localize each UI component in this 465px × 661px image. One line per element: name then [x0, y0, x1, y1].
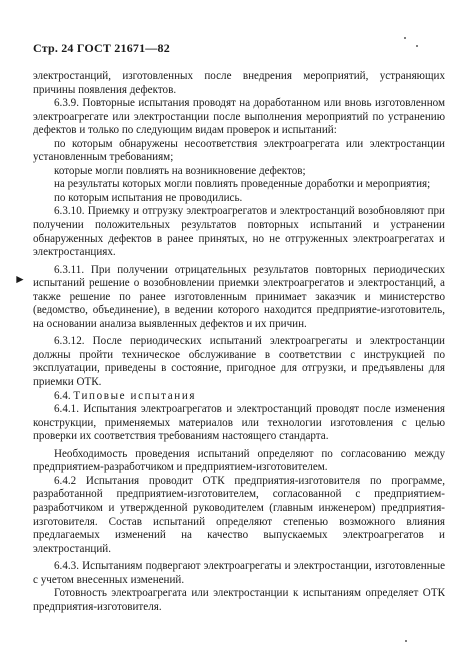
scan-speck — [404, 37, 406, 39]
paragraph-6-3-9: 6.3.9. Повторные испытания проводят на доработанном или вновь изготовленном электроагрегате или электростанции после выполнения мероприятий по устранению дефектов и только по следующим видам проверок и испытаний: — [33, 97, 445, 137]
paragraph-6-3-10: 6.3.10. Приемку и отгрузку электроагрегатов и электростанций возобновляют при получении положительных результатов повторных испытаний и устранении обнаруженных дефектов в ранее принятых, но не отгруженных электроагрегатах и электростанциях. — [33, 205, 445, 259]
section-title: Типовые испытания — [73, 389, 197, 402]
paragraph-6-4-1: 6.4.1. Испытания электроагрегатов и электростанций проводят после изменения конструкции, применяемых материалов или технологии изготовления с целью проверки их соответствия требованиям настоящего стандарта. — [33, 403, 445, 443]
scan-speck — [405, 640, 407, 642]
paragraph-6-4-3: 6.4.3. Испытаниям подвергают электроагрегаты и электростанции, изготовленные с учетом внесенных изменений. — [33, 560, 445, 586]
list-item-defects-cause: которые могли повлиять на возникновение дефектов; — [54, 164, 306, 177]
paragraph-necessity: Необходимость проведения испытаний определяют по согласованию между предприятием-разработчиком и предприятием-изготовителем. — [33, 447, 445, 474]
margin-marker: ► — [14, 272, 26, 286]
section-number: 6.4. — [54, 389, 74, 402]
list-item-modifications: на результаты которых могли повлиять проведенные доработки и мероприятия; — [54, 178, 431, 191]
list-item-nonconformity: по которым обнаружены несоответствия электроагрегата или электростанции установленным требованиям; — [33, 137, 445, 164]
document-body — [33, 70, 445, 614]
list-item-not-tested: по которым испытания не проводились. — [54, 191, 243, 204]
paragraph-6-3-12: 6.3.12. После периодических испытаний электроагрегаты и электростанции должны пройти техническое обслуживание в соответствии с инструкцией по эксплуатации, приведены в состояние, пригодное для отгрузки, и предъявлены для приемки ОТК. — [33, 335, 445, 389]
paragraph-readiness: Готовность электроагрегата или электростанции к испытаниям определяет ОТК предприятия-изготовителя. — [33, 587, 445, 613]
running-head: Стр. 24 ГОСТ 21671—82 — [33, 41, 170, 55]
paragraph-continuation: электростанций, изготовленных после внедрения мероприятий, устраняющих причины появления дефектов. — [33, 70, 445, 96]
section-heading-6-4 — [33, 390, 445, 404]
scan-speck — [416, 45, 418, 47]
paragraph-6-4-2: 6.4.2 Испытания проводит ОТК предприятия-изготовителя по программе, разработанной предприятием-изготовителем, согласованной с предприятием-разработчиком и утвержденной руководителем (главным инженером) предприятия-изготовителя. Состав испытаний определяют степенью возможного влияния предлагаемых изменений на качество выпускаемых электроагрегатов и электростанций. — [33, 474, 445, 555]
paragraph-6-3-11: 6.3.11. При получении отрицательных результатов повторных периодических испытаний решение о возобновлении приемки электроагрегатов и электростанций, а также решение по ранее изготовленным принимает заказчик и министерство (ведомство, объединение), в ведении которого находится предприятие-изготовитель, на основании анализа выявленных дефектов и их причин. — [33, 263, 445, 330]
